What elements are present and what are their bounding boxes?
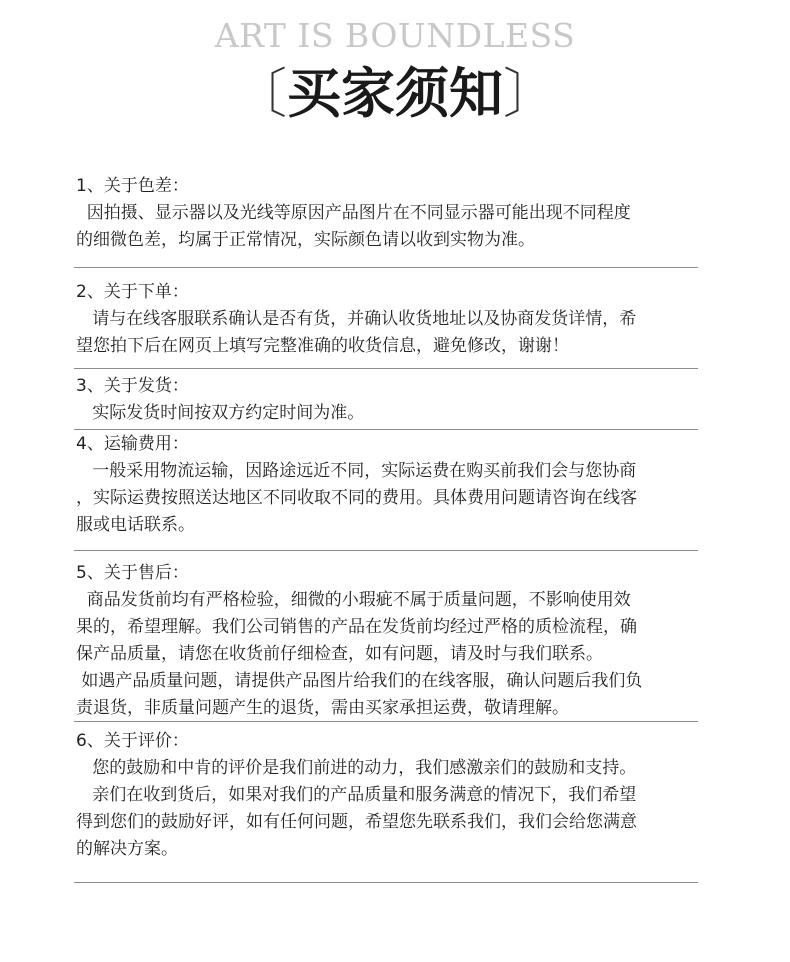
section-divider: [74, 882, 698, 883]
title-close-bracket: 〕: [503, 62, 557, 125]
section-text-line: 的解决方案。: [76, 839, 178, 859]
section-text-line: 商品发货前均有严格检验，细微的小瑕疵不属于质量问题，不影响使用效: [76, 590, 631, 610]
section-after-sales: [76, 560, 698, 722]
section-heading: 4、运输费用：: [76, 434, 189, 454]
section-heading: 1、关于色差：: [76, 176, 189, 196]
section-heading: 2、关于下单：: [76, 282, 189, 302]
section-text-line: 请与在线客服联系确认是否有货，并确认收货地址以及协商发货详情，希: [76, 309, 637, 329]
section-text-line: 望您拍下后在网页上填写完整准确的收货信息，避免修改，谢谢！: [76, 336, 569, 356]
section-heading: 5、关于售后：: [76, 563, 189, 583]
section-text-line: 您的鼓励和中肯的评价是我们前进的动力，我们感激亲们的鼓励和支持。: [76, 758, 637, 778]
section-heading: 3、关于发货：: [76, 376, 189, 396]
title-text: 买家须知: [287, 61, 503, 125]
section-text-line: 一般采用物流运输，因路途远近不同，实际运费在购买前我们会与您协商: [76, 461, 637, 481]
section-shipping-costs: [76, 431, 698, 539]
subtitle-art-is-boundless: ART IS BOUNDLESS: [214, 16, 576, 55]
section-divider: [74, 721, 698, 722]
section-divider: [74, 267, 698, 268]
section-divider: [74, 429, 698, 430]
section-shipping: [76, 373, 698, 427]
section-ordering: [76, 279, 698, 360]
section-text-line: 因拍摄、显示器以及光线等原因产品图片在不同显示器可能出现不同程度: [76, 203, 631, 223]
section-text-line: 实际发货时间按双方约定时间为准。: [76, 403, 365, 423]
section-text-line: 果的，希望理解。我们公司销售的产品在发货前均经过严格的质检流程，确: [76, 617, 637, 637]
section-color-difference: [76, 173, 698, 254]
section-text-line: 亲们在收到货后，如果对我们的产品质量和服务满意的情况下，我们希望: [76, 785, 637, 805]
page-title: [0, 56, 790, 131]
section-reviews: [76, 728, 698, 863]
section-text-line: 保产品质量，请您在收货前仔细检查，如有问题，请及时与我们联系。: [76, 644, 603, 664]
section-divider: [74, 550, 698, 551]
section-text-line: 得到您们的鼓励好评，如有任何问题，希望您先联系我们，我们会给您满意: [76, 812, 637, 832]
title-open-bracket: 〔: [233, 62, 287, 125]
section-text-line: 服或电话联系。: [76, 515, 195, 535]
section-text-line: 责退货，非质量问题产生的退货，需由买家承担运费，敬请理解。: [76, 698, 569, 718]
section-heading: 6、关于评价：: [76, 731, 189, 751]
section-text-line: 如遇产品质量问题，请提供产品图片给我们的在线客服，确认问题后我们负: [76, 671, 643, 691]
section-divider: [74, 368, 698, 369]
section-text-line: ，实际运费按照送达地区不同收取不同的费用。具体费用问题请咨询在线客: [76, 488, 637, 508]
section-text-line: 的细微色差，均属于正常情况，实际颜色请以收到实物为准。: [76, 230, 535, 250]
